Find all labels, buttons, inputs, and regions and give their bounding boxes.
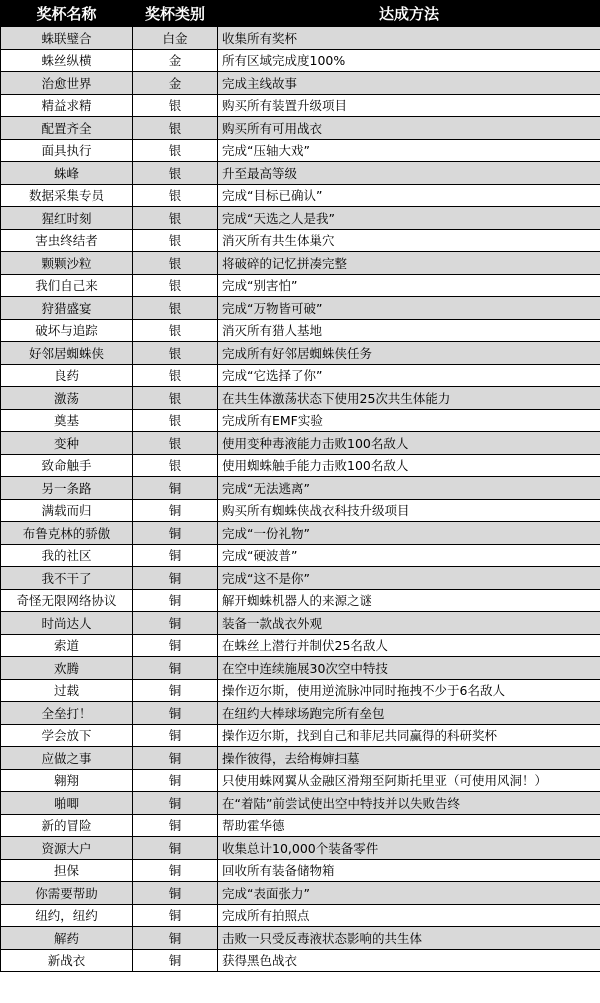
- table-row: [1, 139, 600, 162]
- method-cell: 帮助霍华德: [218, 814, 600, 837]
- trophy-name-cell: 破坏与追踪: [1, 319, 133, 342]
- trophy-type-cell: 铜: [133, 859, 218, 882]
- trophy-type-cell: 铜: [133, 679, 218, 702]
- trophy-name-cell: 蛛峰: [1, 162, 133, 185]
- trophy-type-cell: 铜: [133, 904, 218, 927]
- trophy-name-cell: 欢腾: [1, 657, 133, 680]
- trophy-type-cell: 铜: [133, 927, 218, 950]
- table-row: [1, 207, 600, 230]
- trophy-name-cell: 啪唧: [1, 792, 133, 815]
- trophy-name-cell: 资源大户: [1, 837, 133, 860]
- trophy-type-cell: 铜: [133, 612, 218, 635]
- trophy-name-cell: 蛛联璧合: [1, 27, 133, 50]
- trophy-type-cell: 银: [133, 454, 218, 477]
- trophy-name-cell: 狩猎盛宴: [1, 297, 133, 320]
- trophy-name-cell: 翱翔: [1, 769, 133, 792]
- trophy-type-cell: 银: [133, 409, 218, 432]
- table-row: [1, 634, 600, 657]
- trophy-type-cell: 铜: [133, 702, 218, 725]
- trophy-type-cell: 铜: [133, 837, 218, 860]
- table-row: [1, 477, 600, 500]
- table-row: [1, 567, 600, 590]
- method-cell: 在“着陆”前尝试使出空中特技并以失败告终: [218, 792, 600, 815]
- trophy-name-cell: 蛛丝纵横: [1, 49, 133, 72]
- method-cell: 购买所有可用战衣: [218, 117, 600, 140]
- header-row: [1, 1, 600, 27]
- trophy-name-cell: 我的社区: [1, 544, 133, 567]
- table-row: [1, 792, 600, 815]
- trophy-name-cell: 学会放下: [1, 724, 133, 747]
- table-row: [1, 229, 600, 252]
- table-row: [1, 454, 600, 477]
- trophy-type-cell: 铜: [133, 567, 218, 590]
- trophy-name-cell: 激荡: [1, 387, 133, 410]
- trophy-type-cell: 铜: [133, 544, 218, 567]
- trophy-type-cell: 银: [133, 342, 218, 365]
- method-cell: 完成“这不是你”: [218, 567, 600, 590]
- trophy-type-cell: 白金: [133, 27, 218, 50]
- method-cell: 购买所有装置升级项目: [218, 94, 600, 117]
- trophy-name-cell: 过载: [1, 679, 133, 702]
- method-cell: 击败一只受反毒液状态影响的共生体: [218, 927, 600, 950]
- method-cell: 购买所有蜘蛛侠战衣科技升级项目: [218, 499, 600, 522]
- method-cell: 完成所有EMF实验: [218, 409, 600, 432]
- table-row: [1, 409, 600, 432]
- trophy-name-cell: 另一条路: [1, 477, 133, 500]
- trophy-name-cell: 奠基: [1, 409, 133, 432]
- table-body: [1, 27, 600, 972]
- method-cell: 在空中连续施展30次空中特技: [218, 657, 600, 680]
- table-row: [1, 72, 600, 95]
- trophy-name-cell: 满载而归: [1, 499, 133, 522]
- method-cell: 解开蜘蛛机器人的来源之谜: [218, 589, 600, 612]
- method-cell: 所有区域完成度100%: [218, 49, 600, 72]
- table-row: [1, 612, 600, 635]
- table-row: [1, 432, 600, 455]
- trophy-type-cell: 铜: [133, 724, 218, 747]
- table-row: [1, 364, 600, 387]
- trophy-type-cell: 金: [133, 72, 218, 95]
- method-cell: 完成所有好邻居蜘蛛侠任务: [218, 342, 600, 365]
- trophy-type-cell: 铜: [133, 657, 218, 680]
- table-row: [1, 544, 600, 567]
- trophy-name-cell: 新战衣: [1, 949, 133, 972]
- table-row: [1, 117, 600, 140]
- table-row: [1, 657, 600, 680]
- trophy-type-cell: 铜: [133, 634, 218, 657]
- trophy-type-cell: 铜: [133, 589, 218, 612]
- method-cell: 完成主线故事: [218, 72, 600, 95]
- table-row: [1, 522, 600, 545]
- trophy-type-cell: 铜: [133, 499, 218, 522]
- table-row: [1, 27, 600, 50]
- method-cell: 消灭所有共生体巢穴: [218, 229, 600, 252]
- trophy-name-cell: 应做之事: [1, 747, 133, 770]
- trophy-type-cell: 铜: [133, 522, 218, 545]
- trophy-type-cell: 铜: [133, 814, 218, 837]
- method-cell: 完成所有拍照点: [218, 904, 600, 927]
- trophy-type-cell: 铜: [133, 792, 218, 815]
- table-row: [1, 319, 600, 342]
- method-cell: 在共生体激荡状态下使用25次共生体能力: [218, 387, 600, 410]
- trophy-type-cell: 铜: [133, 747, 218, 770]
- table-row: [1, 499, 600, 522]
- trophy-name-cell: 全垒打！: [1, 702, 133, 725]
- trophy-type-cell: 银: [133, 274, 218, 297]
- trophy-type-cell: 银: [133, 252, 218, 275]
- table-row: [1, 387, 600, 410]
- trophy-type-cell: 银: [133, 94, 218, 117]
- method-cell: 完成“它选择了你”: [218, 364, 600, 387]
- method-cell: 使用变种毒液能力击败100名敌人: [218, 432, 600, 455]
- trophy-name-cell: 治愈世界: [1, 72, 133, 95]
- method-cell: 在蛛丝上潜行并制伏25名敌人: [218, 634, 600, 657]
- trophy-type-cell: 铜: [133, 769, 218, 792]
- trophy-name-cell: 数据采集专员: [1, 184, 133, 207]
- method-cell: 获得黑色战衣: [218, 949, 600, 972]
- trophy-type-cell: 铜: [133, 477, 218, 500]
- table-row: [1, 747, 600, 770]
- trophy-name-cell: 猩红时刻: [1, 207, 133, 230]
- table-row: [1, 882, 600, 905]
- method-cell: 操作彼得，去给梅婶扫墓: [218, 747, 600, 770]
- trophy-type-cell: 金: [133, 49, 218, 72]
- table-row: [1, 274, 600, 297]
- table-row: [1, 702, 600, 725]
- table-row: [1, 837, 600, 860]
- trophy-name-cell: 布鲁克林的骄傲: [1, 522, 133, 545]
- trophy-type-cell: 铜: [133, 882, 218, 905]
- method-cell: 完成“天选之人是我”: [218, 207, 600, 230]
- method-cell: 完成“无法逃离”: [218, 477, 600, 500]
- trophy-name-cell: 你需要帮助: [1, 882, 133, 905]
- method-cell: 完成“表面张力”: [218, 882, 600, 905]
- trophy-name-cell: 奇怪无限网络协议: [1, 589, 133, 612]
- table-row: [1, 184, 600, 207]
- trophy-name-cell: 精益求精: [1, 94, 133, 117]
- table-row: [1, 94, 600, 117]
- trophy-name-cell: 颗颗沙粒: [1, 252, 133, 275]
- method-cell: 完成“万物皆可破”: [218, 297, 600, 320]
- trophy-type-cell: 银: [133, 162, 218, 185]
- method-cell: 完成“一份礼物”: [218, 522, 600, 545]
- method-cell: 在纽约大棒球场跑完所有垒包: [218, 702, 600, 725]
- trophy-type-cell: 银: [133, 184, 218, 207]
- method-cell: 装备一款战衣外观: [218, 612, 600, 635]
- trophy-type-cell: 银: [133, 319, 218, 342]
- table-row: [1, 162, 600, 185]
- trophy-type-cell: 银: [133, 207, 218, 230]
- table-row: [1, 949, 600, 972]
- table-row: [1, 297, 600, 320]
- method-cell: 完成“压轴大戏”: [218, 139, 600, 162]
- trophy-name-cell: 新的冒险: [1, 814, 133, 837]
- trophy-name-cell: 我们自己来: [1, 274, 133, 297]
- trophy-type-cell: 银: [133, 387, 218, 410]
- trophy-type-cell: 银: [133, 117, 218, 140]
- table-row: [1, 814, 600, 837]
- method-cell: 完成“硬波普”: [218, 544, 600, 567]
- trophy-name-cell: 索道: [1, 634, 133, 657]
- table-row: [1, 927, 600, 950]
- method-cell: 将破碎的记忆拼凑完整: [218, 252, 600, 275]
- table-row: [1, 679, 600, 702]
- trophy-name-cell: 我不干了: [1, 567, 133, 590]
- trophy-type-cell: 银: [133, 229, 218, 252]
- trophy-name-cell: 致命触手: [1, 454, 133, 477]
- table-row: [1, 724, 600, 747]
- method-cell: 完成“目标已确认”: [218, 184, 600, 207]
- method-cell: 消灭所有猎人基地: [218, 319, 600, 342]
- trophy-name-cell: 害虫终结者: [1, 229, 133, 252]
- trophy-name-cell: 配置齐全: [1, 117, 133, 140]
- method-cell: 使用蜘蛛触手能力击败100名敌人: [218, 454, 600, 477]
- trophy-name-cell: 时尚达人: [1, 612, 133, 635]
- method-cell: 操作迈尔斯，找到自己和菲尼共同赢得的科研奖杯: [218, 724, 600, 747]
- trophy-type-cell: 银: [133, 139, 218, 162]
- trophy-name-cell: 担保: [1, 859, 133, 882]
- trophy-type-cell: 银: [133, 432, 218, 455]
- table-row: [1, 589, 600, 612]
- trophy-name-cell: 好邻居蜘蛛侠: [1, 342, 133, 365]
- table-row: [1, 252, 600, 275]
- table-row: [1, 904, 600, 927]
- method-cell: 回收所有装备储物箱: [218, 859, 600, 882]
- method-cell: 操作迈尔斯，使用逆流脉冲同时拖拽不少于6名敌人: [218, 679, 600, 702]
- trophy-type-cell: 银: [133, 297, 218, 320]
- trophy-name-cell: 解药: [1, 927, 133, 950]
- trophy-type-cell: 铜: [133, 949, 218, 972]
- trophy-name-cell: 纽约，纽约: [1, 904, 133, 927]
- method-cell: 收集总计10,000个装备零件: [218, 837, 600, 860]
- trophy-name-cell: 面具执行: [1, 139, 133, 162]
- table-row: [1, 49, 600, 72]
- table-row: [1, 342, 600, 365]
- method-cell: 完成“别害怕”: [218, 274, 600, 297]
- method-cell: 收集所有奖杯: [218, 27, 600, 50]
- trophy-type-cell: 银: [133, 364, 218, 387]
- trophy-name-cell: 良药: [1, 364, 133, 387]
- method-cell: 只使用蛛网翼从金融区滑翔至阿斯托里亚（可使用风洞！）: [218, 769, 600, 792]
- header-method: 达成方法: [218, 1, 600, 27]
- method-cell: 升至最高等级: [218, 162, 600, 185]
- header-trophy-name: 奖杯名称: [1, 1, 133, 27]
- table-row: [1, 859, 600, 882]
- trophy-name-cell: 变种: [1, 432, 133, 455]
- table-row: [1, 769, 600, 792]
- header-trophy-type: 奖杯类别: [133, 1, 218, 27]
